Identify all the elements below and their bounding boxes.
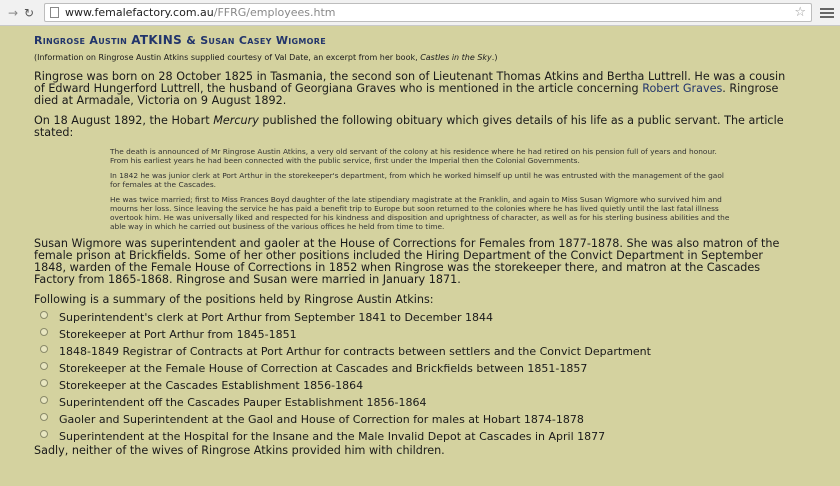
- list-item-text: Gaoler and Superintendent at the Gaol and House of Correction for males at Hobart 1874-1878: [59, 412, 584, 426]
- obituary-quote: [110, 147, 732, 231]
- list-item-text: Storekeeper at the Female House of Correction at Cascades and Brickfields between 1851-1857: [59, 361, 588, 375]
- robert-graves-link[interactable]: Robert Graves: [642, 82, 723, 95]
- back-icon[interactable]: →: [7, 5, 19, 20]
- bookmark-star-icon[interactable]: ☆: [794, 5, 806, 20]
- list-item: [40, 326, 794, 343]
- quote-paragraph: He was twice married; first to Miss Frances Boyd daughter of the late stipendiary magistrate at the Franklin, and again to Miss Susan Wigmore who survived him and mourns her loss. Since leaving the service he has paid a benefit trip to Europe but soon returned to the colonies where he has lived quietly until the last fatal illness overtook him. He was universally liked and respected for his kindness and disposition and uprightness of character, as well as for his sterling business abilities and the able way in which he carried out business of the various offices he held from time to time.: [110, 195, 730, 231]
- list-item-text: 1848-1849 Registrar of Contracts at Port Arthur for contracts between settlers and the Convict Department: [59, 344, 651, 358]
- page-icon: [50, 7, 59, 18]
- bullet-icon: [40, 413, 48, 421]
- bullet-icon: [40, 430, 48, 438]
- bullet-icon: [40, 362, 48, 370]
- browser-toolbar: [0, 0, 840, 26]
- bullet-icon: [40, 396, 48, 404]
- menu-icon[interactable]: [820, 8, 834, 18]
- page-title: [34, 34, 794, 47]
- quote-paragraph: The death is announced of Mr Ringrose Austin Atkins, a very old servant of the colony at his residence where he had retired on his pension full of years and honour. From his earliest years he had been connected with the public service, first under the Imperial then the Colonial Governments.: [110, 147, 717, 165]
- title-suffix: & Susan Casey Wigmore: [182, 34, 326, 47]
- list-item-text: Storekeeper at the Cascades Establishment 1856-1864: [59, 378, 364, 392]
- closing-text: Sadly, neither of the wives of Ringrose Atkins provided him with children.: [34, 444, 445, 457]
- paragraph-obituary-intro: [34, 115, 794, 139]
- list-item-text: Storekeeper at Port Arthur from 1845-1851: [59, 327, 297, 341]
- list-item: [40, 394, 794, 411]
- newspaper-name: Mercury: [213, 114, 259, 127]
- bullet-icon: [40, 328, 48, 336]
- list-item: [40, 377, 794, 394]
- note-text: (Information on Ringrose Austin Atkins supplied courtesy of Val Date, an excerpt from her book,: [34, 53, 421, 62]
- paragraph-birth: [34, 71, 794, 107]
- summary-intro: Following is a summary of the positions held by Ringrose Austin Atkins:: [34, 293, 434, 306]
- list-item: [40, 411, 794, 428]
- reload-icon[interactable]: ↻: [23, 5, 35, 20]
- note-book-title: Castles in the Sky: [420, 53, 492, 62]
- list-item-text: Superintendent's clerk at Port Arthur from September 1841 to December 1844: [59, 310, 493, 324]
- url-host: www.femalefactory.com.au: [65, 6, 214, 19]
- bullet-icon: [40, 345, 48, 353]
- note-end: .): [491, 53, 498, 62]
- source-note: [34, 52, 794, 64]
- page-content: [0, 26, 840, 457]
- list-item-text: Superintendent at the Hospital for the Insane and the Male Invalid Depot at Cascades in April 1877: [59, 429, 606, 443]
- para1-text-a: Ringrose was born on 28 October 1825 in Tasmania, the second son of Lieutenant Thomas Atkins and Bertha Luttrell. He was a cousin of Edward Hungerford Luttrell, the husband of Georgiana Graves who is mentioned in the article concerning: [34, 70, 786, 95]
- quote-paragraph: In 1842 he was junior clerk at Port Arthur in the storekeeper's department, from which he worked himself up until he was entrusted with the management of the gaol for females at the Cascades.: [110, 171, 724, 189]
- address-bar[interactable]: [44, 3, 812, 22]
- url-path: /FFRG/employees.htm: [213, 6, 336, 19]
- bullet-icon: [40, 311, 48, 319]
- bullet-icon: [40, 379, 48, 387]
- list-item: [40, 343, 794, 360]
- list-item: [40, 309, 794, 326]
- list-item-text: Superintendent off the Cascades Pauper Establishment 1856-1864: [59, 395, 427, 409]
- para2-text-b: published the following obituary which gives details of his life as a public servant. The article stated:: [34, 114, 784, 139]
- title-prefix: Ringrose Austin: [34, 34, 132, 47]
- para1-text-b: . Ringrose died at Armadale, Victoria on 9 August 1892.: [34, 82, 779, 107]
- para2-text-a: On 18 August 1892, the Hobart: [34, 114, 214, 127]
- list-item: [40, 428, 794, 445]
- paragraph-susan: Susan Wigmore was superintendent and gaoler at the House of Corrections for Females from 1877-1878. She was also matron of the female prison at Brickfields. Some of her other positions included the Hiring Department of the Convict Department in September 1848, warden of the Female House of Corrections in 1852 when Ringrose was the storekeeper there, and matron at the Cascades Factory from 1865-1868. Ringrose and Susan were married in January 1871.: [34, 237, 780, 286]
- title-surname: ATKINS: [131, 33, 183, 47]
- positions-list: [34, 309, 794, 445]
- list-item: [40, 360, 794, 377]
